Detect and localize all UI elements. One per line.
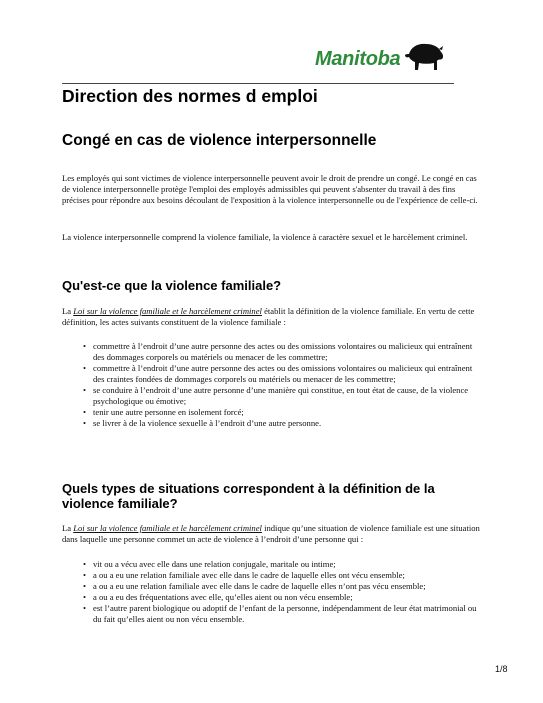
section2-para-suffix: indique qu’une situation de violence familiale est une situation dans laquelle une personne commet un acte de violence à l’endroit d’une personne qui : <box>62 523 480 544</box>
intro-paragraph-2: La violence interpersonnelle comprend la violence familiale, la violence à caractère sexuel et le harcèlement criminel. <box>62 232 468 242</box>
list-item: • vit ou a vécu avec elle dans une relation conjugale, maritale ou intime; <box>82 559 482 570</box>
bison-icon <box>403 40 445 74</box>
section2-para-prefix: La <box>62 523 74 533</box>
list-item: • commettre à l’endroit d’une autre personne des actes ou des omissions volontaires ou malicieux qui entraînent des dommages corporels ou matériels ou menacer de les commettre; <box>82 341 482 363</box>
section1-bullet-list <box>82 341 482 429</box>
section1-para-suffix: établit la définition de la violence familiale. En vertu de cette définition, les actes suivants constituent de la violence familiale : <box>62 306 475 327</box>
section2-heading: Quels types de situations correspondent à la définition de la violence familiale? <box>62 481 435 511</box>
section1-paragraph <box>62 306 482 328</box>
page-number: 1/8 <box>495 664 508 674</box>
section1-para-prefix: La <box>62 306 74 316</box>
section1-law-link[interactable]: Loi sur la violence familiale et le harcèlement criminel <box>73 306 262 316</box>
section2-law-link[interactable]: Loi sur la violence familiale et le harcèlement criminel <box>73 523 262 533</box>
list-item: • tenir une autre personne en isolement forcé; <box>82 407 482 418</box>
manitoba-logo <box>315 40 445 76</box>
list-item: • est l’autre parent biologique ou adoptif de l’enfant de la personne, indépendamment de leur état matrimonial ou du fait qu’elles aient ou non vécu ensemble. <box>82 603 482 625</box>
logo-text: Manitoba <box>315 48 401 70</box>
header-rule <box>62 83 454 84</box>
list-item: • commettre à l’endroit d’une autre personne des actes ou des omissions volontaires ou malicieux qui entraînent des craintes fondées de dommages corporels ou matériels ou menacer de les commettre; <box>82 363 482 385</box>
main-heading: Congé en cas de violence interpersonnelle <box>62 132 377 149</box>
intro-paragraph-1: Les employés qui sont victimes de violence interpersonnelle peuvent avoir le droit de prendre un congé. Le congé en cas de violence interpersonnelle protège l'emploi des employés admissibles qui peuvent s'absenter du travail à des fins précises pour répondre aux besoins découlant de l'exposition à la violence interpersonnelle ou de l'expérience de celle-ci. <box>62 173 478 205</box>
list-item: • se conduire à l’endroit d’une autre personne d’une manière qui constitue, en tout état de cause, de la violence psychologique ou émotive; <box>82 385 482 407</box>
list-item: • a ou a eu une relation familiale avec elle dans le cadre de laquelle elles ont vécu ensemble; <box>82 570 482 581</box>
list-item: • a ou a eu une relation familiale avec elle dans le cadre de laquelle elles n’ont pas vécu ensemble; <box>82 581 482 592</box>
list-item: • a ou a eu des fréquentations avec elle, qu’elles aient ou non vécu ensemble; <box>82 592 482 603</box>
section1-heading: Qu'est-ce que la violence familiale? <box>62 278 282 293</box>
section2-bullet-list <box>82 559 482 625</box>
list-item: • se livrer à de la violence sexuelle à l’endroit d’une autre personne. <box>82 418 482 429</box>
section2-paragraph <box>62 523 482 545</box>
page-title: Direction des normes d emploi <box>62 86 318 106</box>
